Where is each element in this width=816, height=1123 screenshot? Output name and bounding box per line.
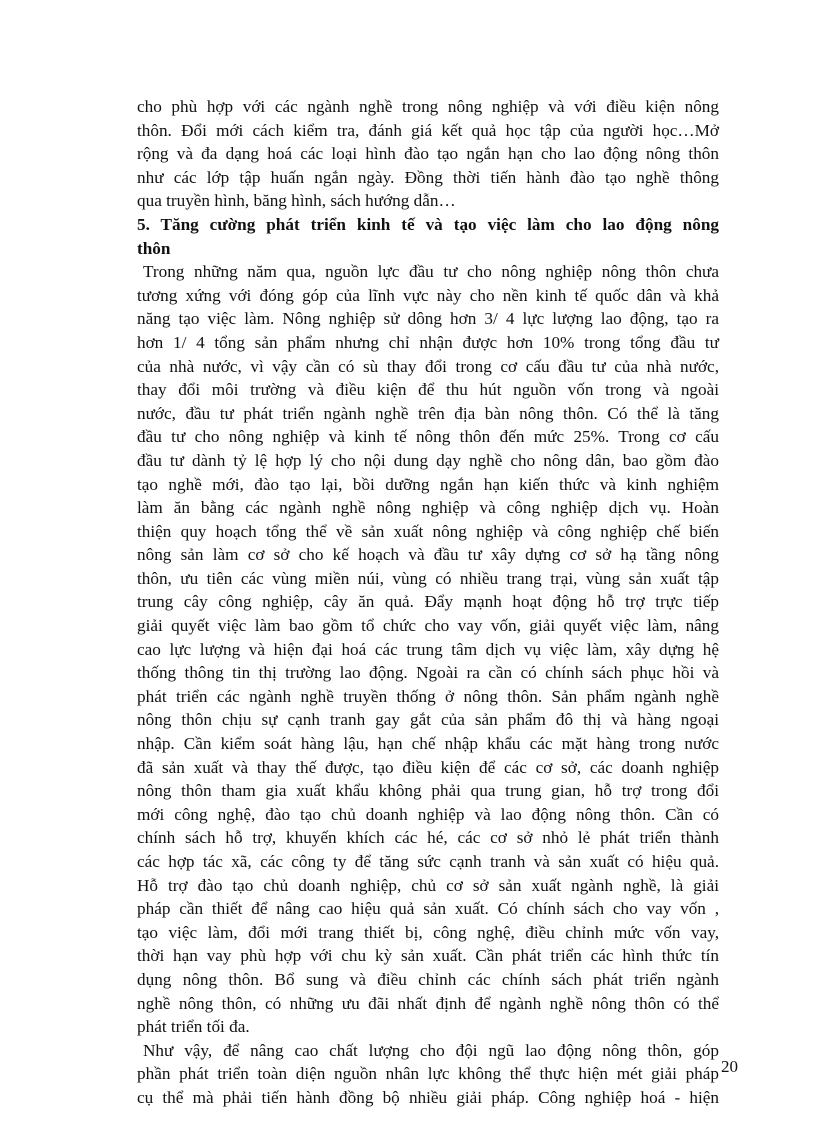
paragraph-2-line: năng tạo việc làm. Nông nghiệp sử dông hơn 3/ 4 lực lượng lao động, tạo ra bbox=[137, 309, 719, 329]
paragraph-1-line: thôn. Đổi mới cách kiểm tra, đánh giá kết quả học tập của người học…Mở bbox=[137, 120, 719, 140]
paragraph-2-line: giải quyết việc làm bao gồm tổ chức cho vay vốn, giải quyết việc làm, nâng bbox=[137, 616, 719, 636]
paragraph-1-line: qua truyền hình, băng hình, sách hướng dẫn… bbox=[137, 191, 456, 211]
paragraph-2-line: chính sách hỗ trợ, khuyến khích các hé, các cơ sở nhỏ lẻ phát triển thành bbox=[137, 828, 719, 848]
paragraph-2-line: thống thông tin thị trường lao động. Ngoài ra cần có chính sách phục hồi và bbox=[137, 663, 719, 683]
paragraph-2-line: phát triển các ngành nghề truyền thống ở nông thôn. Sản phẩm ngành nghề bbox=[137, 686, 719, 706]
paragraph-2 bbox=[137, 260, 719, 1039]
paragraph-2-line: đầu tư cho nông nghiệp và kinh tế nông thôn đến mức 25%. Trong cơ cấu bbox=[137, 427, 719, 447]
paragraph-3-line: Như vậy, để nâng cao chất lượng cho đội ngũ lao động nông thôn, góp bbox=[143, 1040, 719, 1060]
page-number: 20 bbox=[721, 1057, 738, 1076]
paragraph-2-line: mới công nghệ, đào tạo chủ doanh nghiệp và lao động nông thôn. Cần có bbox=[137, 804, 719, 824]
paragraph-3 bbox=[137, 1039, 719, 1110]
paragraph-2-line: của nhà nước, vì vậy cần có sù thay đổi trong cơ cấu đầu tư của nhà nước, bbox=[137, 356, 719, 376]
paragraph-3-line: cụ thể mà phải tiến hành đồng bộ nhiều giải pháp. Công nghiệp hoá - hiện bbox=[137, 1087, 719, 1107]
paragraph-2-line: đầu tư dành tỷ lệ hợp lý cho nội dung dạy nghề cho nông dân, bao gồm đào bbox=[137, 450, 719, 470]
paragraph-2-line: Trong những năm qua, nguồn lực đầu tư cho nông nghiệp nông thôn chưa bbox=[143, 262, 719, 282]
section-heading bbox=[137, 213, 719, 260]
paragraph-2-line: Hỗ trợ đào tạo chủ doanh nghiệp, chủ cơ sở sản xuất ngành nghề, là giải bbox=[137, 875, 719, 895]
paragraph-2-line: nhập. Cần kiểm soát hàng lậu, hạn chế nhập khẩu các mặt hàng trong nước bbox=[137, 734, 719, 754]
paragraph-2-line: hơn 1/ 4 tổng sản phẩm nhưng chỉ nhận được hơn 10% trong tổng đầu tư bbox=[137, 332, 719, 352]
heading-line: thôn bbox=[137, 238, 171, 258]
paragraph-3-line: phần phát triển toàn diện nguồn nhân lực không thể thực hiện mét giải pháp bbox=[137, 1064, 719, 1084]
paragraph-2-line: tạo nghề mới, đào tạo lại, bồi dưỡng ngắn hạn kiến thức và kinh nghiệm bbox=[137, 474, 719, 494]
paragraph-2-line: nông sản làm cơ sở cho kế hoạch và đầu tư xây dựng cơ sở hạ tầng nông bbox=[137, 545, 719, 565]
paragraph-2-line: làm ăn bằng các ngành nghề nông nghiệp và công nghiệp dịch vụ. Hoàn bbox=[137, 498, 719, 518]
paragraph-1 bbox=[137, 95, 719, 213]
paragraph-2-line: nước, đầu tư phát triển ngành nghề trên địa bàn nông thôn. Có thể là tăng bbox=[137, 403, 719, 423]
heading-line: 5. Tăng cường phát triển kinh tế và tạo việc làm cho lao động nông bbox=[137, 214, 719, 234]
paragraph-2-line: nông thôn chịu sự cạnh tranh gay gắt của sản phẩm đô thị và hàng ngoại bbox=[137, 710, 719, 730]
paragraph-2-line: đã sản xuất và thay thế được, tạo điều kiện để các cơ sở, các doanh nghiệp bbox=[137, 757, 719, 777]
paragraph-2-line: dụng nông thôn. Bổ sung và điều chỉnh các chính sách phát triển ngành bbox=[137, 969, 719, 989]
paragraph-2-line: nông thôn tham gia xuất khẩu không phải qua trung gian, hỗ trợ trong đổi bbox=[137, 781, 719, 801]
paragraph-2-line: pháp cần thiết để nâng cao hiệu quả sản xuất. Có chính sách cho vay vốn , bbox=[137, 899, 719, 919]
paragraph-2-line: phát triển tối đa. bbox=[137, 1017, 250, 1037]
paragraph-2-line: thay đổi môi trường và điều kiện để thu hút nguồn vốn trong và ngoài bbox=[137, 380, 719, 400]
paragraph-2-line: thiện quy hoạch tổng thể về sản xuất nông nghiệp và công nghiệp chế biến bbox=[137, 521, 719, 541]
paragraph-2-line: các hợp tác xã, các công ty để tăng sức cạnh tranh và sản xuất có hiệu quả. bbox=[137, 852, 719, 871]
page-body-text bbox=[137, 95, 719, 1110]
paragraph-2-line: thôn, ưu tiên các vùng miền núi, vùng có nhiều trang trại, vùng sản xuất tập bbox=[137, 568, 719, 588]
paragraph-2-line: cao lực lượng và hiện đại hoá các trung tâm dịch vụ việc làm, xây dựng hệ bbox=[137, 639, 719, 659]
paragraph-2-line: trung cây công nghiệp, cây ăn quả. Đẩy mạnh hoạt động hỗ trợ trực tiếp bbox=[137, 592, 719, 612]
paragraph-2-line: tạo việc làm, đổi mới trang thiết bị, công nghệ, điều chỉnh mức vốn vay, bbox=[137, 922, 719, 942]
paragraph-1-line: rộng và đa dạng hoá các loại hình đào tạo ngắn hạn cho lao động nông thôn bbox=[137, 144, 719, 164]
paragraph-1-line: cho phù hợp với các ngành nghề trong nông nghiệp và với điều kiện nông bbox=[137, 97, 719, 116]
paragraph-2-line: nghề nông thôn, có những ưu đãi nhất định để ngành nghề nông thôn có thể bbox=[137, 993, 719, 1013]
paragraph-2-line: tương xứng với đóng góp của lĩnh vực này cho nền kinh tế quốc dân và khả bbox=[137, 285, 719, 305]
paragraph-1-line: như các lớp tập huấn ngắn ngày. Đồng thời tiến hành đào tạo nghề thông bbox=[137, 167, 719, 187]
paragraph-2-line: thời hạn vay phù hợp với chu kỳ sản xuất. Cần phát triển các hình thức tín bbox=[137, 946, 719, 966]
